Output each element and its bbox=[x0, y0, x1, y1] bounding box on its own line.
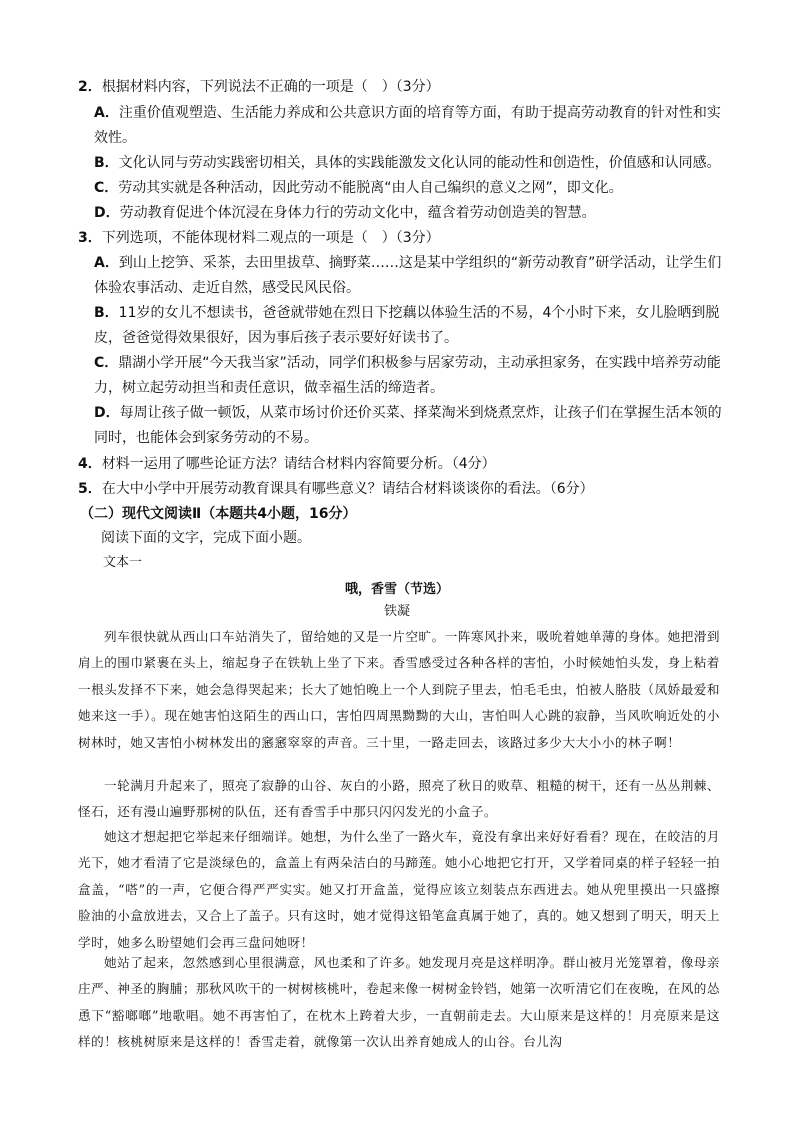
q3-option-a bbox=[94, 251, 726, 301]
option-key: B． bbox=[94, 305, 119, 321]
option-key: D． bbox=[94, 205, 120, 221]
q2-option-d bbox=[94, 201, 726, 226]
question-3 bbox=[78, 226, 728, 250]
q3-option-b bbox=[94, 301, 726, 351]
question-number: 2． bbox=[78, 79, 102, 95]
question-5 bbox=[78, 477, 728, 501]
option-key: D． bbox=[94, 405, 120, 421]
option-text: 注重价值观塑造、生活能力养成和公共意识方面的培育等方面，有助于提高劳动教育的针对性和实效性。 bbox=[94, 105, 721, 146]
passage-paragraph: 她这才想起把它举起来仔细端详。她想，为什么坐了一路火车，竟没有拿出来好好看看？现在，在皎洁的月光下，她才看清了它是淡绿色的，盒盖上有两朵洁白的马蹄莲。她小心地把它打开，又学着同桌的样子轻轻一拍盒盖，“嗒”的一声，它便合得严严实实。她又打开盒盖，觉得应该立刻装点东西进去。她从兜里摸出一只盛擦脸油的小盒放进去，又合上了盖子。只有这时，她才觉得这铅笔盒真属于她了，真的。她又想到了明天，明天上学时，她多么盼望她们会再三盘问她呀！ bbox=[78, 829, 720, 950]
option-key: A． bbox=[94, 105, 119, 121]
option-text: 到山上挖笋、采茶，去田里拔草、摘野菜……这是某中学组织的“新劳动教育”研学活动，让学生们体验农事活动、走近自然，感受民风民俗。 bbox=[94, 255, 722, 296]
question-number: 4． bbox=[78, 456, 102, 472]
q2-option-b bbox=[94, 151, 726, 176]
option-text: 鼎湖小学开展“今天我当家”活动，同学们积极参与居家劳动，主动承担家务，在实践中培养劳动能力，树立起劳动担当和责任意识，做幸福生活的缔造者。 bbox=[94, 355, 721, 396]
option-key: C． bbox=[94, 355, 119, 371]
question-number: 5． bbox=[78, 481, 102, 497]
option-text: 劳动教育促进个体沉浸在身体力行的劳动文化中，蕴含着劳动创造美的智慧。 bbox=[119, 205, 596, 221]
question-2 bbox=[78, 75, 728, 99]
q3-option-d bbox=[94, 401, 726, 451]
option-key: B． bbox=[94, 155, 119, 171]
passage-author: 铁凝 bbox=[383, 604, 410, 619]
question-4 bbox=[78, 452, 728, 476]
option-key: A． bbox=[94, 255, 119, 271]
question-text: 材料一运用了哪些论证方法？请结合材料内容简要分析。（4分） bbox=[101, 456, 496, 472]
question-text: 在大中小学中开展劳动教育课具有哪些意义？请结合材料谈谈你的看法。（6分） bbox=[101, 481, 594, 497]
q2-option-a bbox=[94, 101, 726, 151]
option-key: C． bbox=[94, 180, 119, 196]
text-label: 文本一 bbox=[103, 555, 143, 570]
section-heading: （二）现代文阅读Ⅱ（本题共4小题，16分） bbox=[80, 506, 357, 522]
option-text: 劳动其实就是各种活动，因此劳动不能脱离“由人自己编织的意义之网”，即文化。 bbox=[118, 180, 623, 196]
passage-paragraph: 她站了起来，忽然感到心里很满意，风也柔和了许多。她发现月亮是这样明净。群山被月光笼罩着，像母亲庄严、神圣的胸脯；那秋风吹干的一树树核桃叶，卷起来像一树树金铃铛，她第一次听清它们在夜晚，在风的怂恿下“豁啷啷”地歌唱。她不再害怕了，在枕木上跨着大步，一直朝前走去。大山原来是这样的！月亮原来是这样的！核桃树原来是这样的！香雪走着，就像第一次认出养育她成人的山谷。台儿沟 bbox=[78, 955, 720, 1050]
option-text: 每周让孩子做一顿饭，从菜市场讨价还价买菜、择菜淘米到烧煮烹炸，让孩子们在掌握生活本领的同时，也能体会到家务劳动的不易。 bbox=[94, 405, 722, 446]
passage-paragraph: 一轮满月升起来了，照亮了寂静的山谷、灰白的小路，照亮了秋日的败草、粗糙的树干，还有一丛丛荆棘、怪石，还有漫山遍野那树的队伍，还有香雪手中那只闪闪发光的小盒子。 bbox=[78, 778, 720, 820]
q2-option-c bbox=[94, 176, 726, 201]
passage-title: 哦，香雪（节选） bbox=[344, 582, 449, 597]
section-instructions: 阅读下面的文字，完成下面小题。 bbox=[101, 530, 311, 546]
question-text: 下列选项，不能体现材料二观点的一项是（ ）（3分） bbox=[101, 230, 440, 246]
question-number: 3． bbox=[78, 230, 102, 246]
question-text: 根据材料内容，下列说法不正确的一项是（ ）（3分） bbox=[101, 79, 440, 95]
option-text: 文化认同与劳动实践密切相关，具体的实践能激发文化认同的能动性和创造性，价值感和认同感。 bbox=[118, 155, 721, 171]
option-text: 11岁的女儿不想读书，爸爸就带她在烈日下挖藕以体验生活的不易，4个小时下来，女儿脸晒到脱皮，爸爸觉得效果很好，因为事后孩子表示要好好读书了。 bbox=[94, 305, 720, 346]
passage-paragraph: 列车很快就从西山口车站消失了，留给她的又是一片空旷。一阵寒风扑来，吸吮着她单薄的身体。她把滑到肩上的围巾紧裹在头上，缩起身子在铁轨上坐了下来。香雪感受过各种各样的害怕，小时候她怕头发，身上粘着一根头发择不下来，她会急得哭起来；长大了她怕晚上一个人到院子里去，怕毛毛虫，怕被人胳肢（凤娇最爱和她来这一手）。现在她害怕这陌生的西山口，害怕四周黑黝黝的大山，害怕叫人心跳的寂静，当风吹响近处的小树林时，她又害怕小树林发出的窸窸窣窣的声音。三十里，一路走回去，该路过多少大大小小的林子啊！ bbox=[78, 629, 720, 750]
q3-option-c bbox=[94, 351, 726, 401]
